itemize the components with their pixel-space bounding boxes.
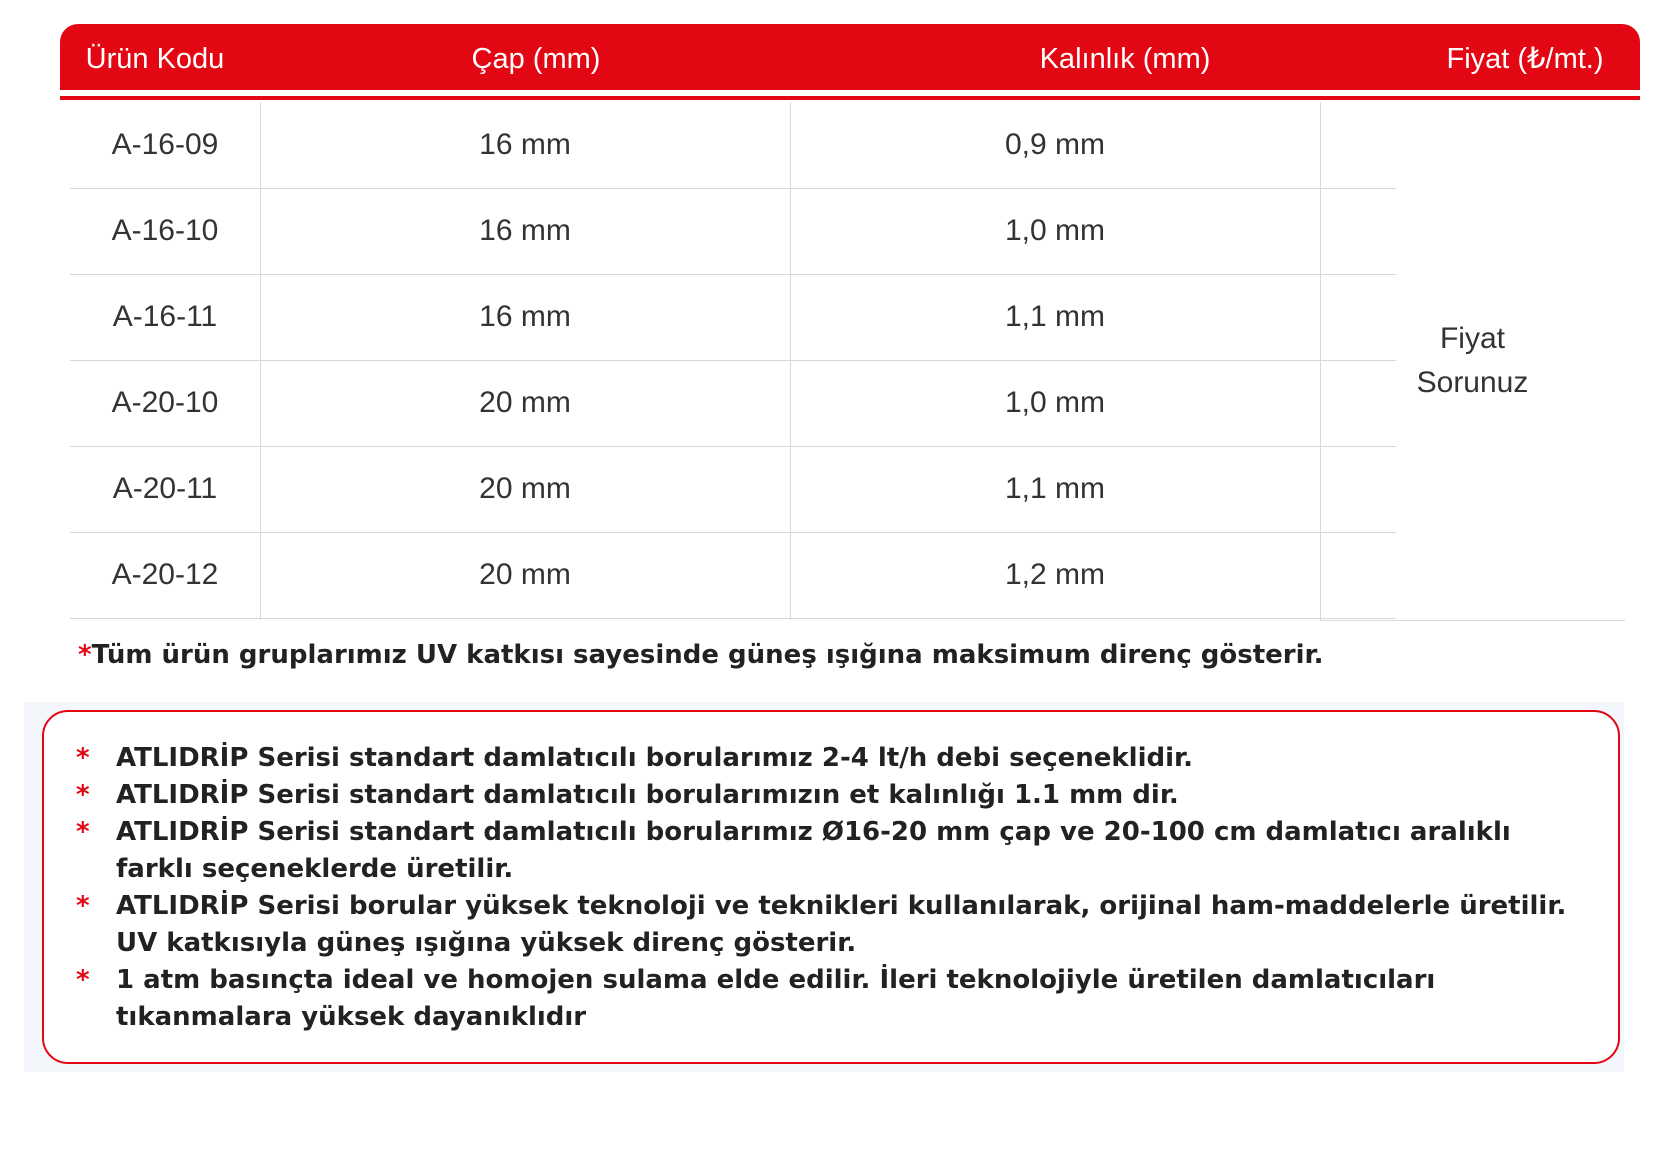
asterisk-icon: *	[78, 640, 92, 670]
asterisk-icon: *	[76, 743, 90, 773]
cell-thickness: 1,1 mm	[1004, 472, 1106, 505]
info-list	[76, 740, 1596, 1036]
cell-product-code: A-16-11	[112, 300, 218, 333]
header-diameter: Çap (mm)	[471, 43, 601, 75]
list-item-text: ATLIDRİP Serisi standart damlatıcılı borularımızın et kalınlığı 1.1 mm dir.	[116, 780, 1179, 810]
cell-diameter: 16 mm	[479, 128, 571, 161]
asterisk-icon: *	[76, 965, 90, 995]
price-cell	[1320, 102, 1625, 621]
cell-thickness: 1,2 mm	[1004, 558, 1106, 591]
uv-note	[78, 640, 1378, 670]
asterisk-icon: *	[76, 891, 90, 921]
list-item	[76, 962, 1596, 1036]
cell-diameter: 20 mm	[479, 558, 571, 591]
cell-product-code: A-16-10	[111, 214, 219, 247]
header-product-code: Ürün Kodu	[85, 43, 225, 75]
cell-thickness: 1,0 mm	[1004, 214, 1106, 247]
table-row	[70, 274, 1396, 361]
list-item	[76, 777, 1596, 814]
table-row	[70, 188, 1396, 275]
uv-note-text: Tüm ürün gruplarımız UV katkısı sayesinde güneş ışığına maksimum direnç gösterir.	[91, 640, 1324, 670]
cell-thickness: 0,9 mm	[1004, 128, 1106, 161]
cell-product-code: A-20-12	[111, 558, 219, 591]
header-price: Fiyat (₺/mt.)	[1446, 43, 1604, 75]
table-row	[70, 102, 1396, 189]
price-line-1: Fiyat	[1439, 322, 1505, 355]
cell-thickness: 1,0 mm	[1004, 386, 1106, 419]
header-thickness: Kalınlık (mm)	[1039, 43, 1211, 75]
cell-product-code: A-20-11	[112, 472, 218, 505]
cell-diameter: 16 mm	[479, 214, 571, 247]
list-item	[76, 740, 1596, 777]
list-item-text: 1 atm basınçta ideal ve homojen sulama elde edilir. İleri teknolojiyle üretilen damlatıcıları tıkanmalara yüksek dayanıklıdır	[116, 965, 1436, 1032]
cell-diameter: 20 mm	[479, 472, 571, 505]
product-table	[70, 102, 1625, 620]
cell-diameter: 16 mm	[479, 300, 571, 333]
list-item	[76, 814, 1596, 888]
cell-product-code: A-16-09	[111, 128, 219, 161]
list-item	[76, 888, 1596, 962]
table-row	[70, 360, 1396, 447]
info-box	[42, 710, 1620, 1064]
list-item-text: ATLIDRİP Serisi standart damlatıcılı borularımız 2-4 lt/h debi seçeneklidir.	[116, 743, 1194, 773]
table-row	[70, 532, 1396, 619]
cell-diameter: 20 mm	[479, 386, 571, 419]
asterisk-icon: *	[76, 817, 90, 847]
list-item-text: ATLIDRİP Serisi borular yüksek teknoloji ve teknikleri kullanılarak, orijinal ham-maddelerle üretilir. UV katkısıyla güneş ışığına yüksek direnç gösterir.	[116, 891, 1567, 958]
asterisk-icon: *	[76, 780, 90, 810]
table-header	[60, 24, 1640, 90]
cell-product-code: A-20-10	[111, 386, 219, 419]
table-row	[70, 446, 1396, 533]
list-item-text: ATLIDRİP Serisi standart damlatıcılı borularımız Ø16-20 mm çap ve 20-100 cm damlatıcı aralıklı farklı seçeneklerde üretilir.	[116, 817, 1511, 884]
price-line-2: Sorunuz	[1416, 366, 1529, 399]
cell-thickness: 1,1 mm	[1004, 300, 1106, 333]
